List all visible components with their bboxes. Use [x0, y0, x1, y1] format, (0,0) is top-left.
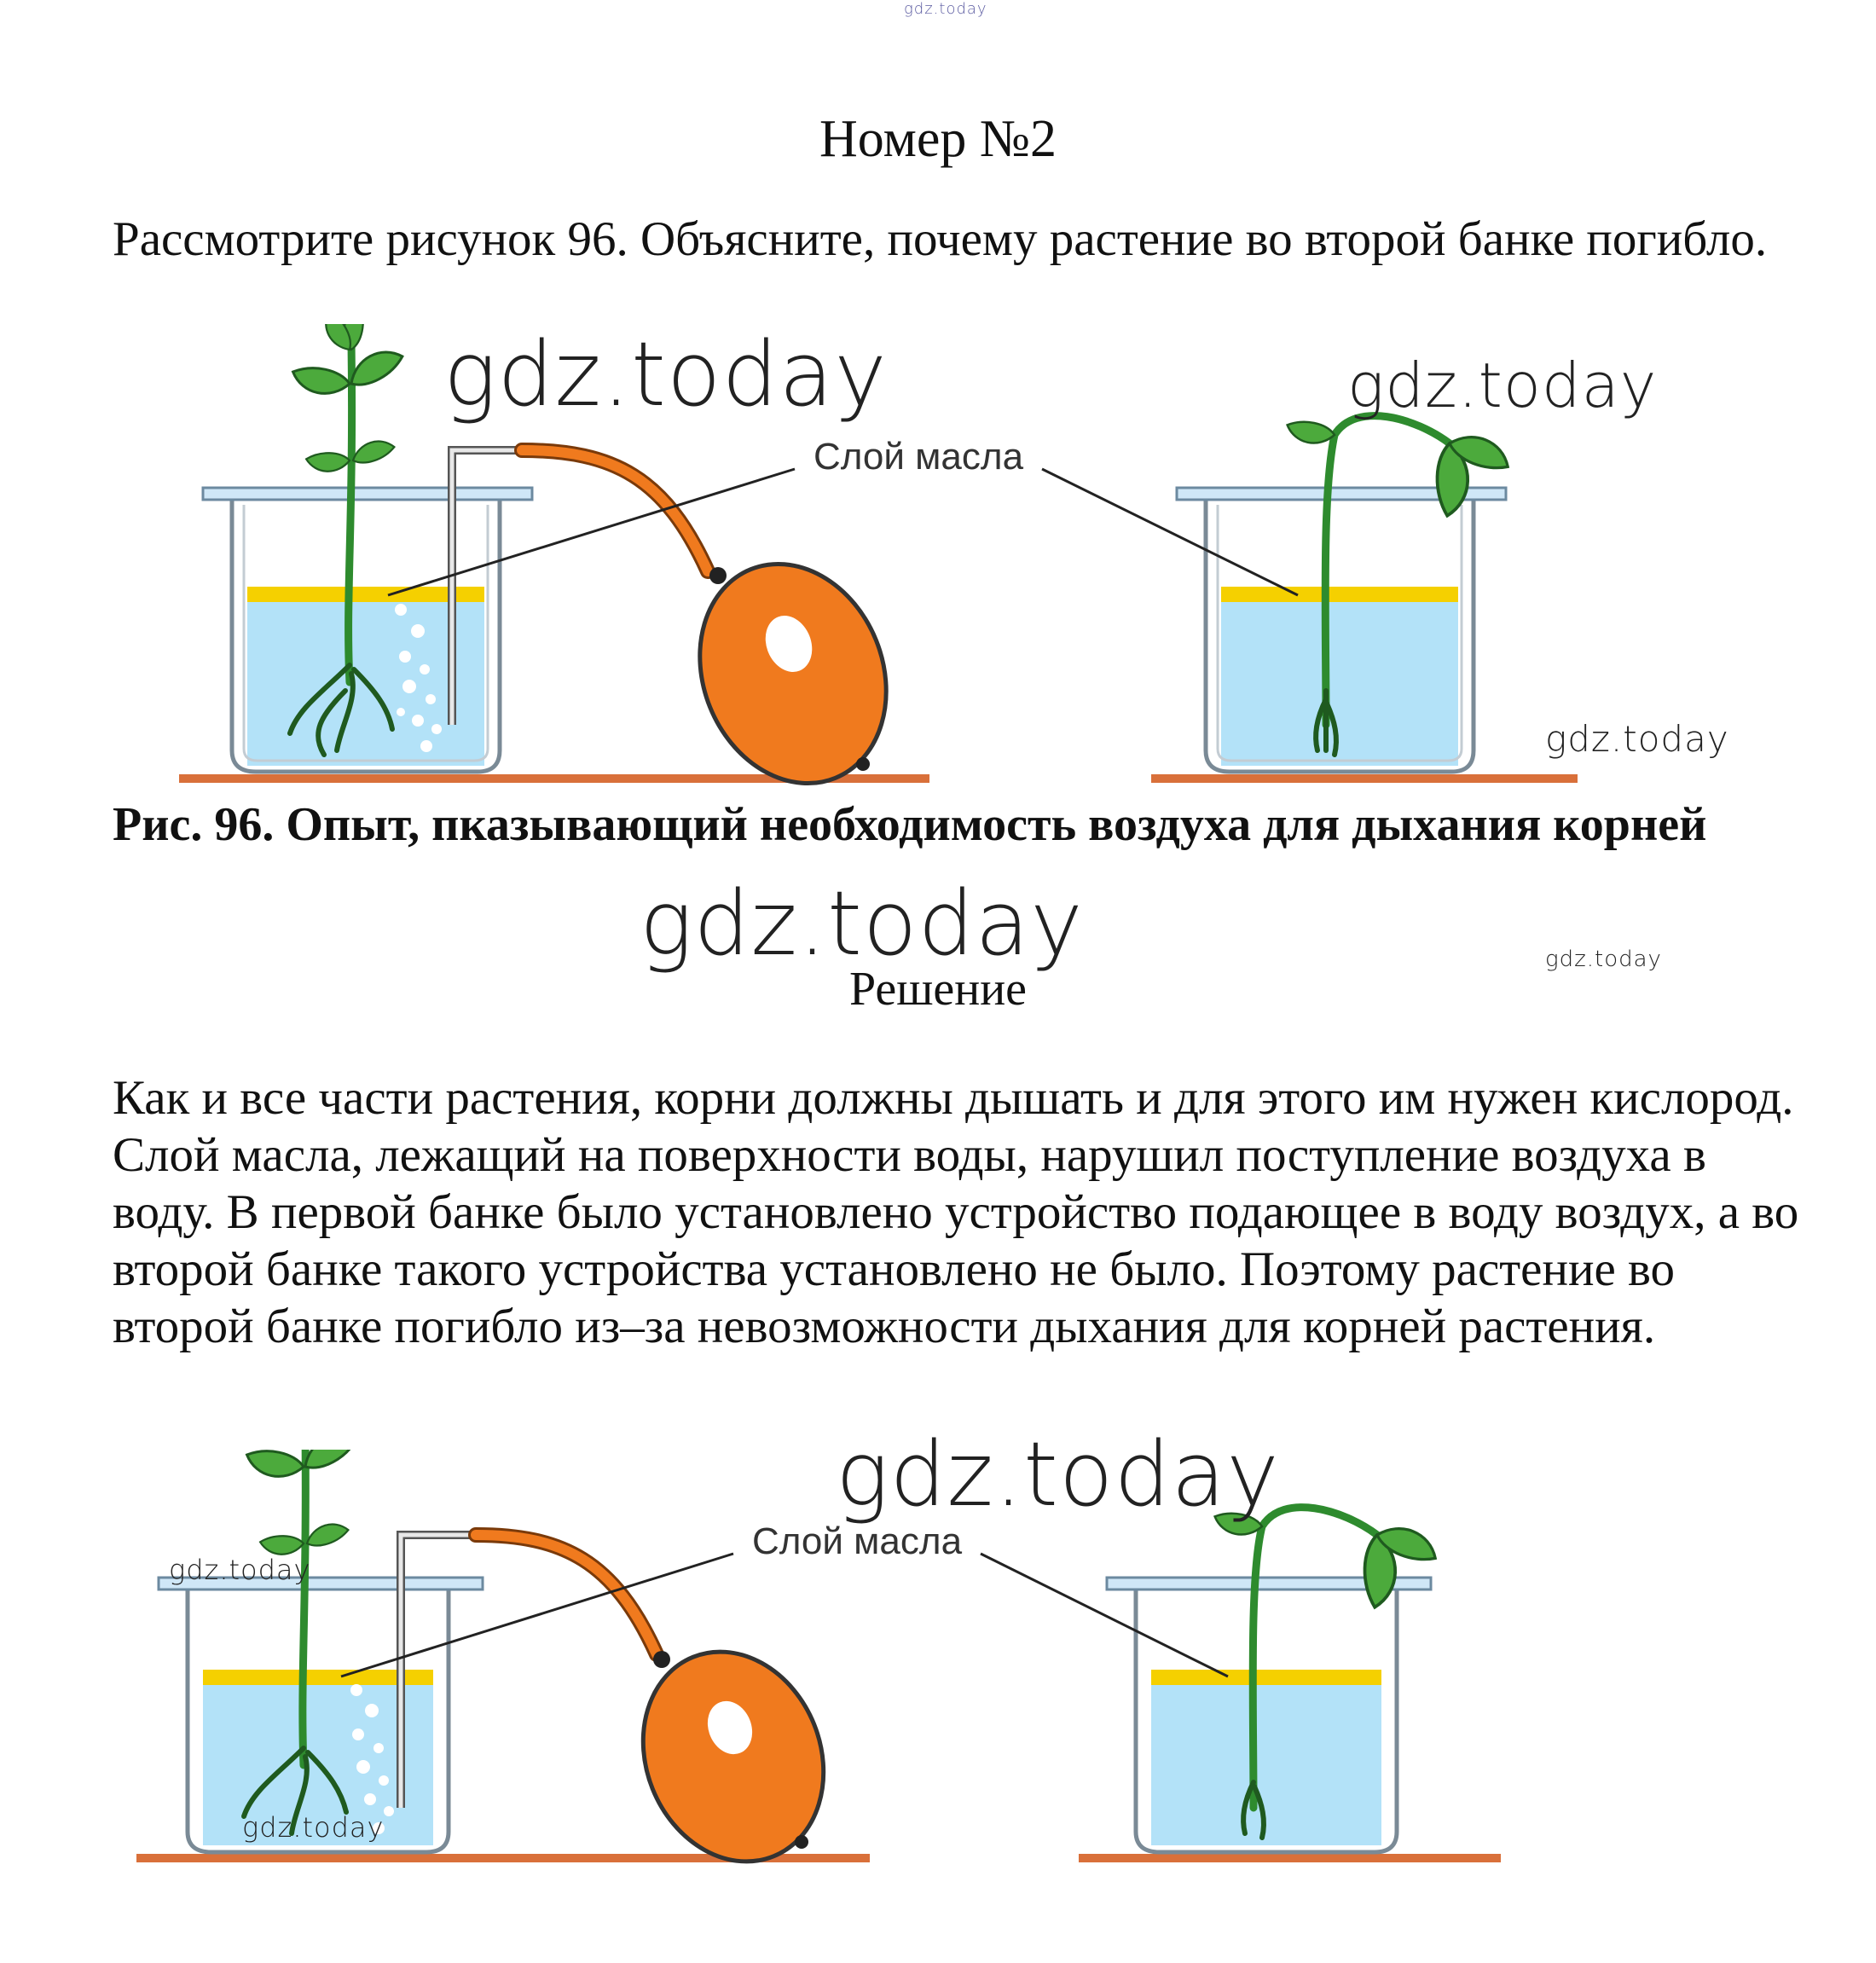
solution-text: Как и все части растения, корни должны дышать и для этого им нужен кислород. Слой масла, лежащий на поверхности воды, нарушил поступление воздуха в воду. В первой банке было установлено устройство подающее в воду воздух, а во второй банке такого устройства установлено не было. Поэтому растение во второй банке погибло из–за невозможности дыхания для корней растения. [113, 1071, 1799, 1353]
air-bulb [612, 1624, 854, 1876]
watermark-center: gdz.today [640, 871, 1084, 976]
beaker-left [203, 488, 532, 772]
oil-layer-label: Слой масла [751, 1520, 963, 1562]
page-title: Номер №2 [819, 110, 1057, 168]
beaker-right [1107, 1578, 1431, 1852]
watermark-fig1-b: gdz.today [1347, 350, 1658, 421]
label-line-right [981, 1554, 1228, 1676]
task-text: Рассмотрите рисунок 96. Объясните, почему растение во второй банке погибло. [113, 212, 1768, 266]
shelf-right [1079, 1854, 1501, 1862]
watermark-small-right: gdz.today [1545, 947, 1662, 972]
watermark-fig1-c: gdz.today [1545, 718, 1729, 760]
wilted-plant-leaves [1284, 414, 1514, 518]
watermark-fig2-a: gdz.today [836, 1422, 1280, 1526]
figure-caption: Рис. 96. Опыт, пказывающий необходимость воздуха для дыхания корней [113, 798, 1707, 851]
watermark-fig1-a: gdz.today [443, 322, 888, 426]
watermark-fig2-c: gdz.today [242, 1811, 385, 1844]
shelf-right [1151, 774, 1578, 783]
watermark-fig2-b: gdz.today [169, 1554, 311, 1586]
solution-heading: Решение [848, 963, 1028, 1016]
oil-layer-label: Слой масла [813, 436, 1024, 478]
top-watermark: gdz.today [904, 0, 987, 18]
beaker-right [1177, 488, 1506, 772]
air-tube [401, 1535, 657, 1808]
